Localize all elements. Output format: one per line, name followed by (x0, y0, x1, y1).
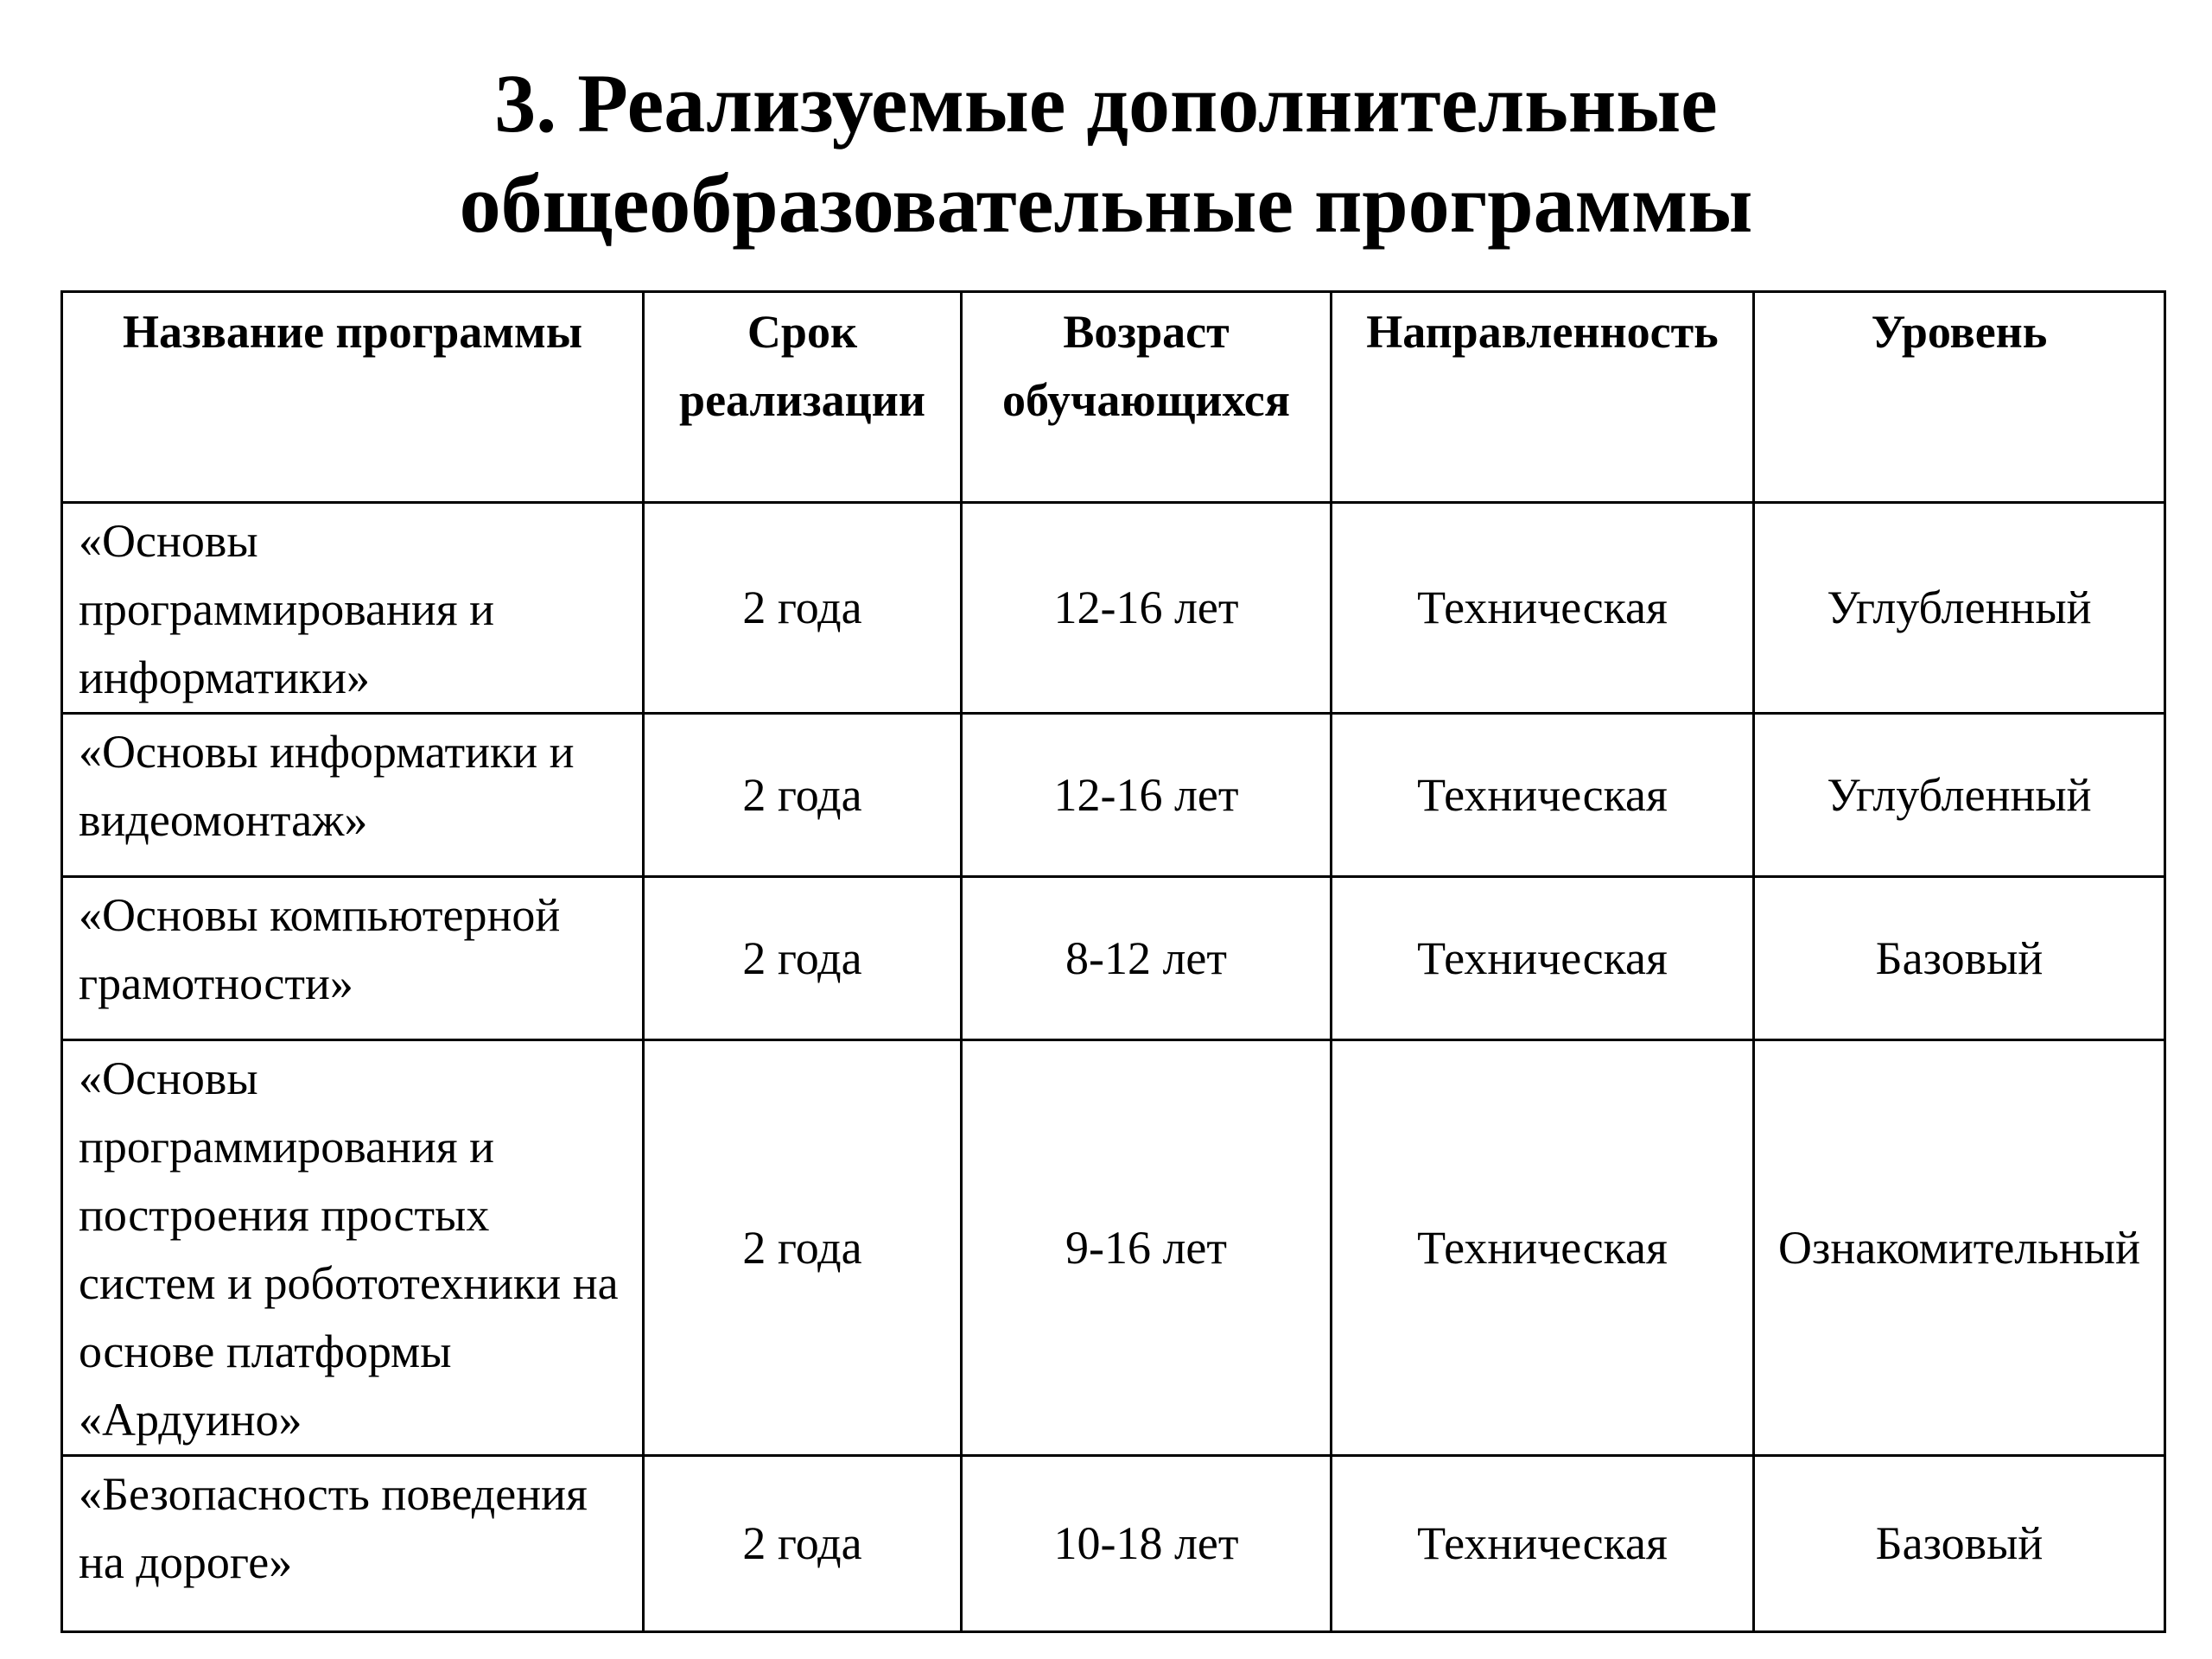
page-title-line-1: 3. Реализуемые дополнительные (494, 57, 1718, 149)
direction-cell: Техническая (1332, 503, 1754, 714)
table-header-row (62, 292, 2165, 503)
age-cell: 10-18 лет (962, 1456, 1332, 1632)
header-level (1754, 292, 2165, 503)
term-cell: 2 года (644, 1456, 962, 1632)
header-direction-label: Направленность (1366, 306, 1719, 358)
program-name-cell: «Основы программирования и построения простых систем и робототехники на основе платформы «Ардуино» (62, 1040, 644, 1456)
level-cell: Углубленный (1754, 503, 2165, 714)
direction-cell: Техническая (1332, 714, 1754, 877)
age-cell: 12-16 лет (962, 503, 1332, 714)
term-cell: 2 года (644, 503, 962, 714)
age-cell: 8-12 лет (962, 877, 1332, 1040)
term-cell: 2 года (644, 877, 962, 1040)
direction-cell: Техническая (1332, 1456, 1754, 1632)
program-name-cell: «Основы компьютерной грамотности» (62, 877, 644, 1040)
header-term (644, 292, 962, 503)
age-cell: 9-16 лет (962, 1040, 1332, 1456)
table-row (62, 1040, 2165, 1456)
program-name-cell: «Основы информатики и видеомонтаж» (62, 714, 644, 877)
header-program-name (62, 292, 644, 503)
header-direction (1332, 292, 1754, 503)
program-name-cell: «Основы программирования и информатики» (62, 503, 644, 714)
level-cell: Углубленный (1754, 714, 2165, 877)
header-program-name-label: Название программы (123, 306, 582, 358)
level-cell: Базовый (1754, 877, 2165, 1040)
term-cell: 2 года (644, 1040, 962, 1456)
header-term-line-2: реализации (679, 374, 925, 426)
age-cell: 12-16 лет (962, 714, 1332, 877)
direction-cell: Техническая (1332, 877, 1754, 1040)
header-age-line-1: Возраст (1063, 306, 1230, 358)
page-title (0, 54, 2212, 254)
level-cell: Базовый (1754, 1456, 2165, 1632)
page-title-line-2: общеобразовательные программы (459, 157, 1753, 250)
programs-table (60, 290, 2166, 1633)
header-term-line-1: Срок (747, 306, 858, 358)
table-row (62, 877, 2165, 1040)
table-row (62, 503, 2165, 714)
direction-cell: Техническая (1332, 1040, 1754, 1456)
term-cell: 2 года (644, 714, 962, 877)
header-level-label: Уровень (1871, 306, 2048, 358)
table-row (62, 714, 2165, 877)
level-cell: Ознакомительный (1754, 1040, 2165, 1456)
program-name-cell: «Безопасность поведения на дороге» (62, 1456, 644, 1632)
table-row (62, 1456, 2165, 1632)
header-age (962, 292, 1332, 503)
header-age-line-2: обучающихся (1002, 374, 1290, 426)
